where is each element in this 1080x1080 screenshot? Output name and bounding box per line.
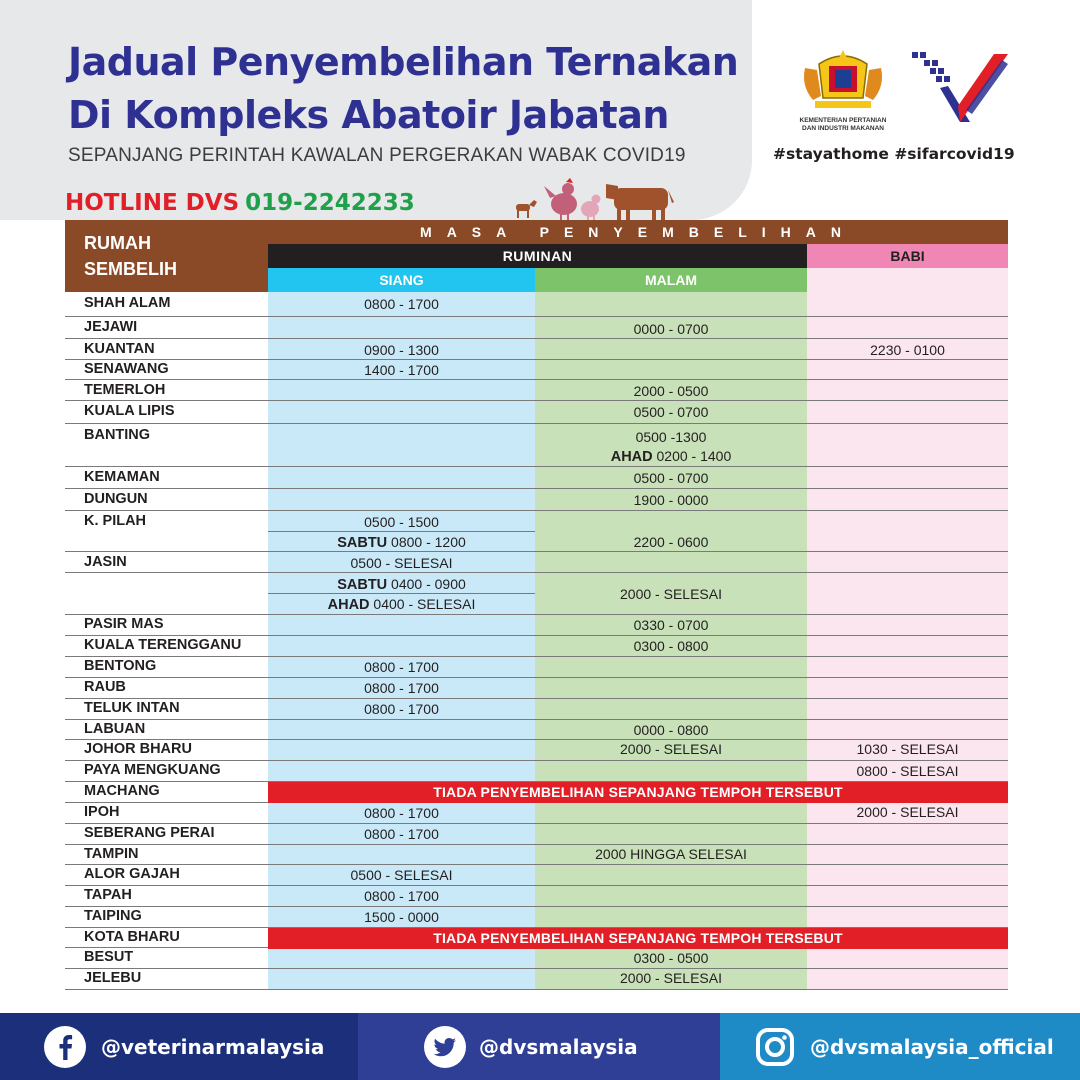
row-name: RAUB [84, 679, 126, 695]
row-name: SHAH ALAM [84, 295, 171, 311]
siang-time: 0800 - 1700 [364, 680, 439, 696]
day-label: SABTU [337, 577, 388, 593]
row-divider [268, 531, 535, 532]
table-row [65, 678, 1008, 699]
ministry-line1: KEMENTERIAN PERTANIAN [799, 117, 887, 124]
row-name: JOHOR BHARU [84, 741, 192, 757]
table-row [65, 360, 1008, 380]
siang-time: 0800 - 1700 [364, 659, 439, 675]
time-value: 0400 - SELESAI [369, 596, 476, 612]
table-row [65, 907, 1008, 928]
row-name: JASIN [84, 554, 127, 570]
malam-time: 0000 - 0700 [633, 321, 709, 337]
hotline-label: HOTLINE DVS [65, 190, 240, 216]
siang-time: 0800 - 1700 [364, 296, 439, 312]
hashtags: #stayathome #sifarcovid19 [773, 145, 1015, 163]
column-header-rumah-sembelih [65, 220, 268, 292]
row-name: BENTONG [84, 658, 157, 674]
malam-time: 0500 - 0700 [633, 404, 709, 420]
facebook-handle[interactable]: @veterinarmalaysia [101, 1035, 325, 1059]
hotline-number[interactable]: 019-2242233 [245, 190, 415, 216]
table-row [65, 948, 1008, 969]
day-label: AHAD [327, 597, 370, 613]
malam-time: 0500 - 0700 [633, 470, 709, 486]
time-value: 0400 - 0900 [387, 576, 466, 592]
row-name: TAMPIN [84, 846, 139, 862]
row-name: TAPAH [84, 887, 132, 903]
malam-time-sunday [535, 448, 807, 465]
facebook-link[interactable] [0, 1013, 358, 1080]
goat-icon [516, 200, 537, 218]
row-name: PAYA MENGKUANG [84, 762, 221, 778]
row-name: LABUAN [84, 721, 146, 737]
ministry-line2: DAN INDUSTRI MAKANAN [802, 125, 884, 132]
table-row [65, 317, 1008, 339]
page-subtitle: SEPANJANG PERINTAH KAWALAN PERGERAKAN WABAK COVID19 [68, 145, 686, 166]
v-logo-icon [910, 48, 1012, 126]
malam-time: 2000 HINGGA SELESAI [595, 846, 747, 862]
siang-time: 0500 - SELESAI [350, 555, 453, 571]
instagram-icon [754, 1026, 796, 1068]
instagram-link[interactable] [720, 1013, 1080, 1080]
table-row [65, 552, 1008, 615]
table-row [65, 380, 1008, 401]
row-name: BANTING [84, 427, 151, 443]
table-row [65, 401, 1008, 424]
sembelih-label: SEMBELIH [84, 259, 178, 279]
malam-time: 2200 - 0600 [633, 534, 709, 550]
social-footer [0, 1013, 1080, 1080]
table-row [65, 467, 1008, 489]
table-row [65, 865, 1008, 886]
siang-time: 0800 - 1700 [364, 888, 439, 904]
table-row [65, 782, 1008, 803]
day-label: SABTU [337, 535, 388, 551]
row-name: BESUT [84, 949, 134, 965]
row-name: DUNGUN [84, 491, 148, 507]
table-row [65, 657, 1008, 678]
header-masa-penyembelihan: MASA PENYEMBELIHAN [268, 220, 1008, 244]
row-divider [268, 593, 535, 594]
hen-icon [581, 195, 601, 223]
table-row [65, 969, 1008, 990]
facebook-icon [44, 1026, 86, 1068]
row-name: TAIPING [84, 908, 142, 924]
table-row [65, 339, 1008, 360]
time-value: 0200 - 1400 [652, 448, 732, 464]
day-label: AHAD [610, 449, 653, 465]
table-row [65, 824, 1008, 845]
page-title-line1: Jadual Penyembelihan Ternakan [68, 40, 739, 84]
malam-time: 0300 - 0500 [633, 950, 709, 966]
no-slaughter-banner: TIADA PENYEMBELIHAN SEPANJANG TEMPOH TERSEBUT [268, 782, 1008, 803]
rumah-label: RUMAH [84, 233, 151, 253]
siang-time: 0800 - 1700 [364, 701, 439, 717]
row-name: TEMERLOH [84, 382, 166, 398]
header-malam: MALAM [535, 268, 807, 292]
siang-time: 0500 - SELESAI [350, 867, 453, 883]
row-name: K. PILAH [84, 513, 147, 529]
table-row [65, 292, 1008, 317]
row-name: PASIR MAS [84, 616, 164, 632]
header-babi: BABI [807, 244, 1008, 268]
table-row [65, 511, 1008, 552]
siang-time: 1500 - 0000 [364, 909, 439, 925]
siang-time: 0900 - 1300 [364, 342, 439, 358]
row-name: KOTA BHARU [84, 929, 180, 945]
row-name: KUANTAN [84, 341, 155, 357]
malam-time: 1900 - 0000 [633, 492, 709, 508]
malam-time: 0000 - 0800 [633, 722, 709, 738]
row-name: JELEBU [84, 970, 142, 986]
twitter-link[interactable] [358, 1013, 720, 1080]
row-name: SENAWANG [84, 361, 169, 377]
siang-time: 0800 - 1700 [364, 805, 439, 821]
row-name: JEJAWI [84, 319, 138, 335]
table-row [65, 699, 1008, 720]
malam-time: 2000 - SELESAI [620, 741, 722, 757]
table-row [65, 720, 1008, 740]
row-name: SEBERANG PERAI [84, 825, 215, 841]
table-row [65, 761, 1008, 782]
no-slaughter-banner: TIADA PENYEMBELIHAN SEPANJANG TEMPOH TERSEBUT [268, 928, 1008, 949]
babi-time: 2000 - SELESAI [856, 804, 959, 820]
header-ruminan: RUMINAN [268, 244, 807, 268]
row-name: KUALA TERENGGANU [84, 637, 242, 653]
babi-time: 0800 - SELESAI [856, 763, 959, 779]
rooster-icon [544, 178, 577, 222]
table-row [65, 615, 1008, 636]
malam-time: 0500 -1300 [635, 429, 707, 445]
table-row [65, 928, 1008, 948]
malam-time: 2000 - SELESAI [620, 970, 722, 986]
table-row [65, 424, 1008, 467]
malam-time: 0330 - 0700 [633, 617, 709, 633]
slaughter-schedule-table [65, 220, 1008, 990]
page-title-line2: Di Kompleks Abatoir Jabatan [68, 93, 669, 137]
row-name: ALOR GAJAH [84, 866, 180, 882]
table-row [65, 636, 1008, 657]
instagram-handle[interactable]: @dvsmalaysia_official [810, 1035, 1054, 1059]
babi-time: 2230 - 0100 [870, 342, 945, 358]
time-value: 0800 - 1200 [387, 534, 466, 550]
table-row [65, 489, 1008, 511]
twitter-handle[interactable]: @dvsmalaysia [479, 1035, 638, 1059]
siang-time: 1400 - 1700 [364, 362, 439, 378]
hotline[interactable] [65, 190, 415, 216]
malam-time: 0300 - 0800 [633, 638, 709, 654]
siang-time-saturday [268, 576, 535, 593]
row-name: KUALA LIPIS [84, 403, 175, 419]
header-siang: SIANG [268, 268, 535, 292]
header-babi-sub [807, 268, 1008, 292]
malam-time: 2000 - 0500 [633, 383, 709, 399]
row-name: TELUK INTAN [84, 700, 180, 716]
table-row [65, 845, 1008, 865]
row-name: KEMAMAN [84, 469, 160, 485]
twitter-icon [424, 1026, 466, 1068]
row-name: MACHANG [84, 783, 160, 799]
siang-time: 0500 - 1500 [364, 514, 439, 530]
cow-icon [606, 184, 674, 221]
siang-time-sunday [268, 596, 535, 613]
table-row [65, 740, 1008, 761]
row-name: IPOH [84, 804, 120, 820]
ministry-name [790, 117, 896, 133]
table-row [65, 803, 1008, 824]
malaysia-crest-icon [797, 46, 889, 112]
babi-time: 1030 - SELESAI [856, 741, 959, 757]
siang-time: 0800 - 1700 [364, 826, 439, 842]
row-divider [65, 572, 1008, 573]
table-row [65, 886, 1008, 907]
livestock-illustration [510, 172, 680, 222]
malam-time: 2000 - SELESAI [620, 586, 722, 602]
siang-time-saturday [268, 534, 535, 551]
